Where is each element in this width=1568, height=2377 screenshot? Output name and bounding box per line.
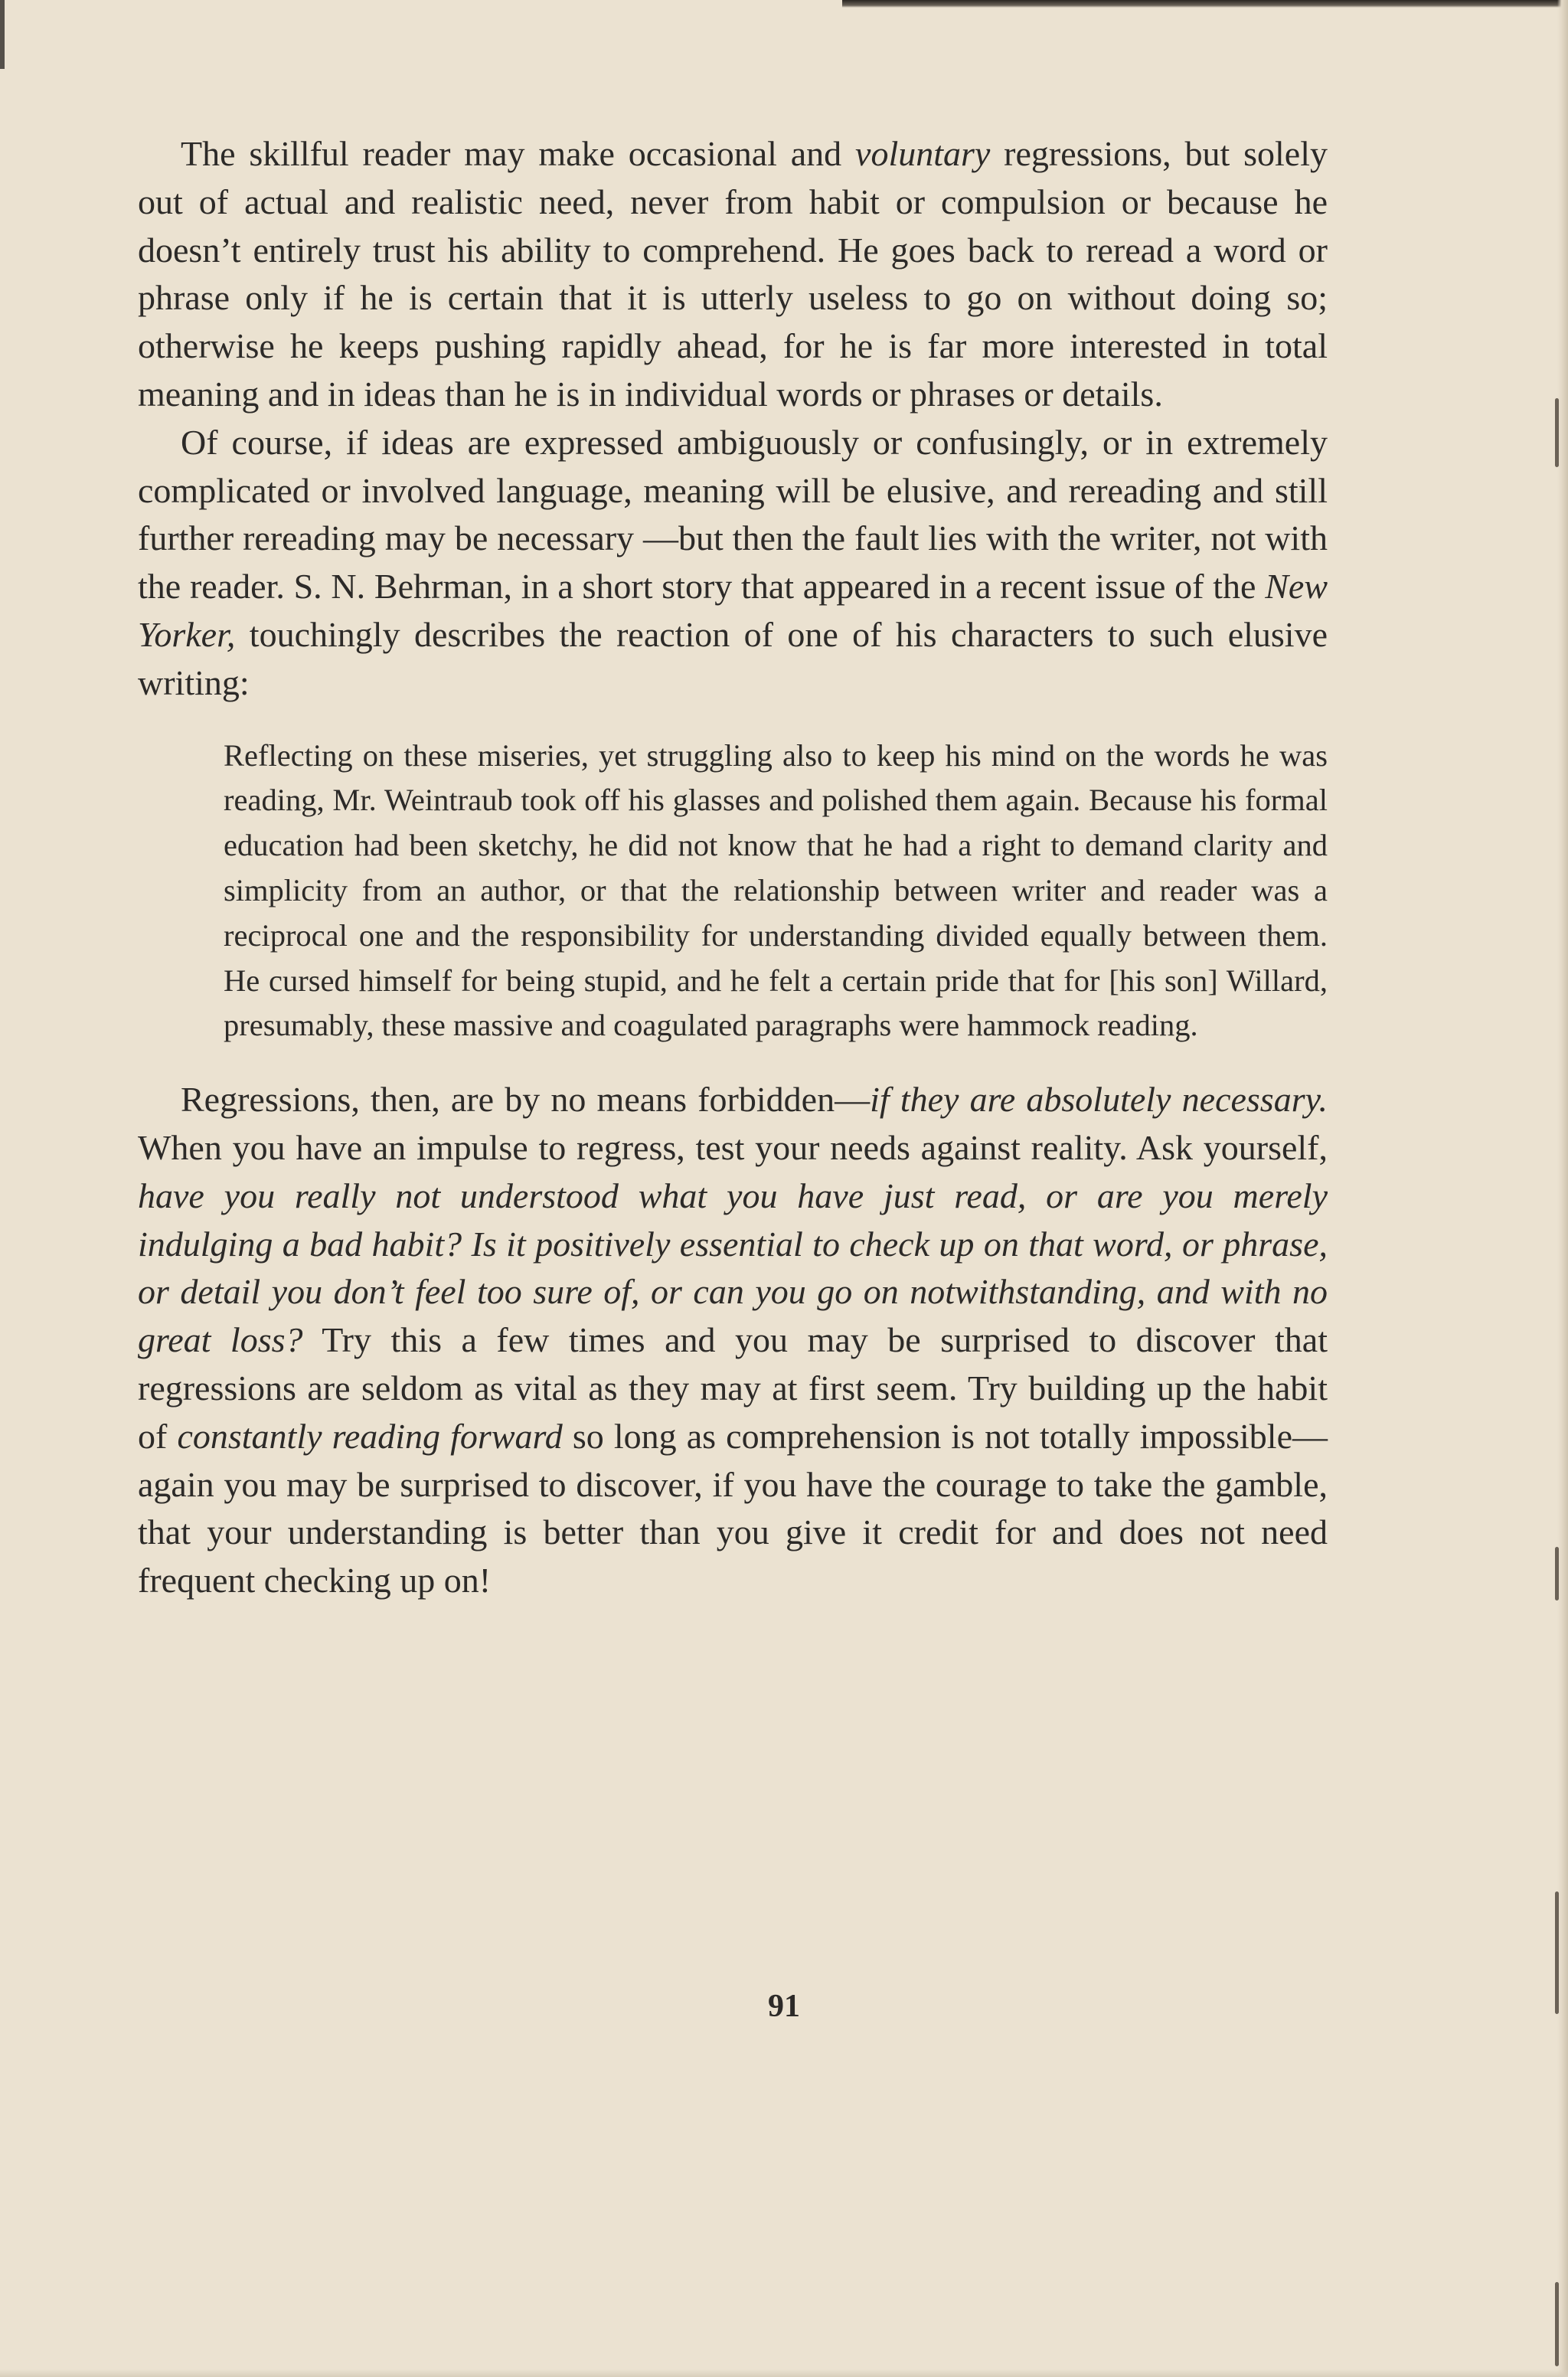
text-run: regressions, but solely out of actual and realistic need, never from habit or compulsion or because he doesn’t entirely trust his ability to comprehend. He goes back to reread a word or phrase only if he is certain that it is utterly useless to go on without doing so; otherwise he keeps pushing rapidly ahead, for he is far more interested in total meaning and in ideas than he is in individual words or phrases or details. [138, 134, 1328, 414]
italic-text: voluntary [855, 134, 991, 173]
italic-text: constantly reading forward [177, 1416, 563, 1456]
text-run: so long as comprehension is not totally impossible—again you may be surprised to discover, if you have the courage to take the gamble, that your understanding is better than you give it credit for and does not need frequent checking up on! [138, 1416, 1328, 1600]
scan-edge-mark [1555, 398, 1559, 467]
body-text [138, 130, 1328, 1605]
text-run: The skillful reader may make occasional and [181, 134, 856, 173]
text-run: touchingly describes the reaction of one of his characters to such elusive writing: [138, 614, 1328, 702]
scan-left-edge [0, 0, 5, 69]
italic-text: New Yorker, [138, 567, 1328, 654]
italic-text: have you really not understood what you have just read, or are you merely indulging a bad habit? Is it positively essential to check up on that word, or phrase, or detail you don’t feel too sure of, or can you go on notwithstanding, and with no great loss? [138, 1175, 1328, 1360]
scan-bottom-edge [0, 2369, 1568, 2377]
block-quote: Reflecting on these miseries, yet struggling also to keep his mind on the words he was reading, Mr. Weintraub took off his glasses and polished them again. Because his formal education had been sketchy, he did not know that he had a right to demand clarity and simplicity from an author, or that the relationship between writer and reader was a reciprocal one and the responsibility for understanding divided equally between them. He cursed himself for being stupid, and he felt a certain pride that for [his son] Willard, presumably, these massive and coagulated paragraphs were hammock reading. [224, 737, 1328, 1043]
scan-edge-mark [1555, 2282, 1559, 2366]
text-run: Try this a few times and you may be surprised to discover that regressions are seldom as vital as they may at first seem. Try building up the habit of [138, 1320, 1328, 1456]
text-run: Regressions, then, are by no means forbidden— [181, 1080, 871, 1120]
paragraph [138, 419, 1328, 708]
scan-edge-mark [1555, 1547, 1559, 1600]
text-run: Of course, if ideas are expressed ambiguously or confusingly, or in extremely complicated or involved language, meaning will be elusive, and rereading and still further rereading may be necessary —but then the fault lies with the writer, not with the reader. S. N. Behrman, in a short story that appeared in a recent issue of the [138, 422, 1328, 607]
italic-text: if they are absolutely necessary. [870, 1080, 1328, 1120]
scan-top-edge [842, 0, 1568, 8]
page-number: 91 [768, 1989, 800, 2024]
paragraph [138, 130, 1328, 419]
paragraph [138, 1076, 1328, 1605]
text-run: When you have an impulse to regress, test your needs against reality. Ask yourself, [138, 1127, 1328, 1167]
